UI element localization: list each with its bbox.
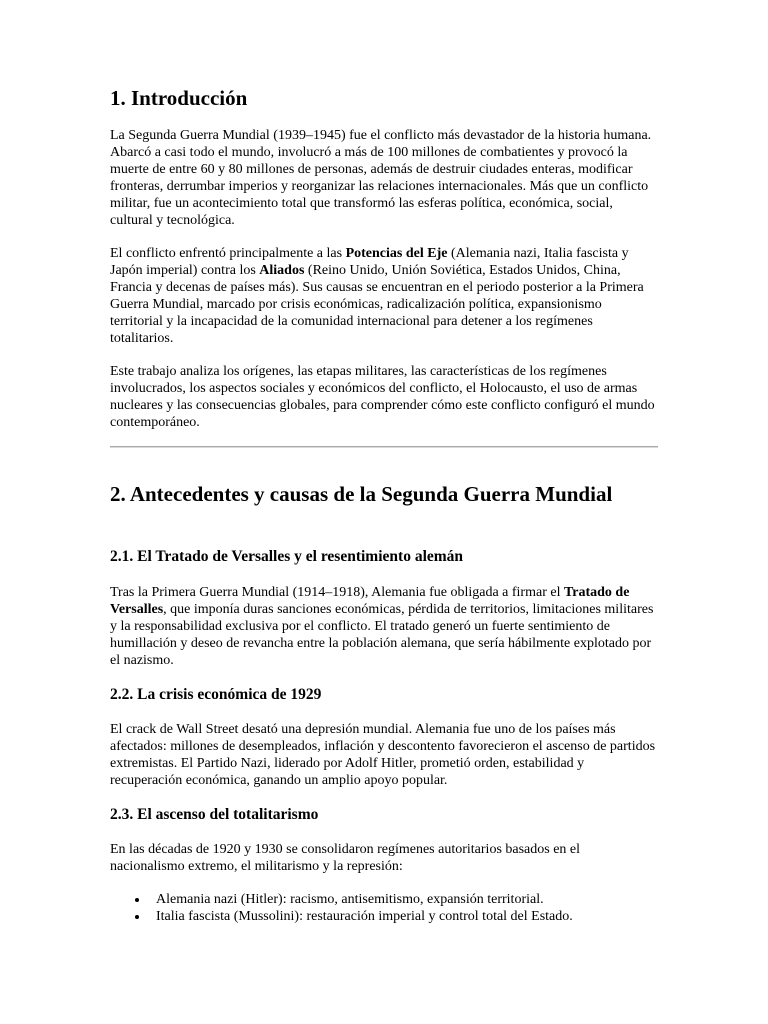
text-span: Tras la Primera Guerra Mundial (1914–1918), Alemania fue obligada a firmar el: [110, 585, 564, 600]
totalitarianism-paragraph: En las décadas de 1920 y 1930 se consolidaron regímenes autoritarios basados en el nacionalismo extremo, el militarismo y la represión:: [110, 842, 581, 874]
text-span: , que imponía duras sanciones económicas, pérdida de territorios, limitaciones militares y la responsabilidad exclusiva por el conflicto. El tratado generó un fuerte sentimiento de humillación y deseo de revancha entre la población alemana, que sería hábilmente explotado por el nazismo.: [110, 602, 654, 668]
text-span: (Alemania nazi, Italia fascista y Japón imperial) contra los: [110, 246, 629, 278]
intro-paragraph-2: [110, 245, 658, 347]
list-item: [110, 891, 658, 908]
section-heading-causes: 2. Antecedentes y causas de la Segunda Guerra Mundial: [110, 482, 613, 506]
versailles-paragraph: [110, 584, 658, 669]
intro-paragraph-3: Este trabajo analiza los orígenes, las etapas militares, las características de los regímenes involucrados, los aspectos sociales y económicos del conflicto, el Holocausto, el uso de armas nucleares y las consecuencias globales, para comprender cómo este conflicto configuró el mundo contemporáneo.: [110, 364, 655, 430]
list-item-text: Alemania nazi (Hitler): racismo, antisemitismo, expansión territorial.: [156, 892, 544, 907]
horizontal-divider: [110, 446, 658, 448]
subheading-versailles: 2.1. El Tratado de Versalles y el resentimiento alemán: [110, 548, 464, 565]
text-span: (Reino Unido, Unión Soviética, Estados Unidos, China, Francia y decenas de países más). Sus causas se encuentran en el periodo posterior a la Primera Guerra Mundial, marcado por crisis económicas, radicalización política, expansionismo territorial y la incapacidad de la comunidad internacional para detener a los regímenes totalitarios.: [110, 263, 644, 346]
bold-term-axis-powers: Potencias del Eje: [345, 246, 448, 261]
intro-paragraph-1: La Segunda Guerra Mundial (1939–1945) fue el conflicto más devastador de la historia humana. Abarcó a casi todo el mundo, involucró a más de 100 millones de combatientes y provocó la muerte de entre 60 y 80 millones de personas, además de destruir ciudades enteras, modificar fronteras, derrumbar imperios y reorganizar las relaciones internacionales. Más que un conflicto militar, fue un acontecimiento total que transformó las esferas política, económica, social, cultural y tecnológica.: [110, 128, 652, 228]
crisis-paragraph: El crack de Wall Street desató una depresión mundial. Alemania fue uno de los países más afectados: millones de desempleados, inflación y descontento favorecieron el ascenso de partidos extremistas. El Partido Nazi, liderado por Adolf Hitler, prometió orden, estabilidad y recuperación económica, ganando un amplio apoyo popular.: [110, 722, 656, 788]
list-item: [110, 908, 658, 925]
regimes-list: [110, 891, 658, 925]
section-heading-introduction: 1. Introducción: [110, 86, 248, 110]
bullet-icon: [135, 898, 139, 902]
bold-term-allies: Aliados: [259, 263, 305, 278]
subheading-totalitarianism: 2.3. El ascenso del totalitarismo: [110, 806, 319, 823]
bold-term-versailles: Tratado de Versalles: [110, 585, 630, 617]
subheading-crisis-1929: 2.2. La crisis económica de 1929: [110, 686, 322, 703]
bullet-icon: [135, 915, 139, 919]
list-item-text: Italia fascista (Mussolini): restauración imperial y control total del Estado.: [156, 909, 573, 924]
text-span: El conflicto enfrentó principalmente a las: [110, 246, 346, 261]
